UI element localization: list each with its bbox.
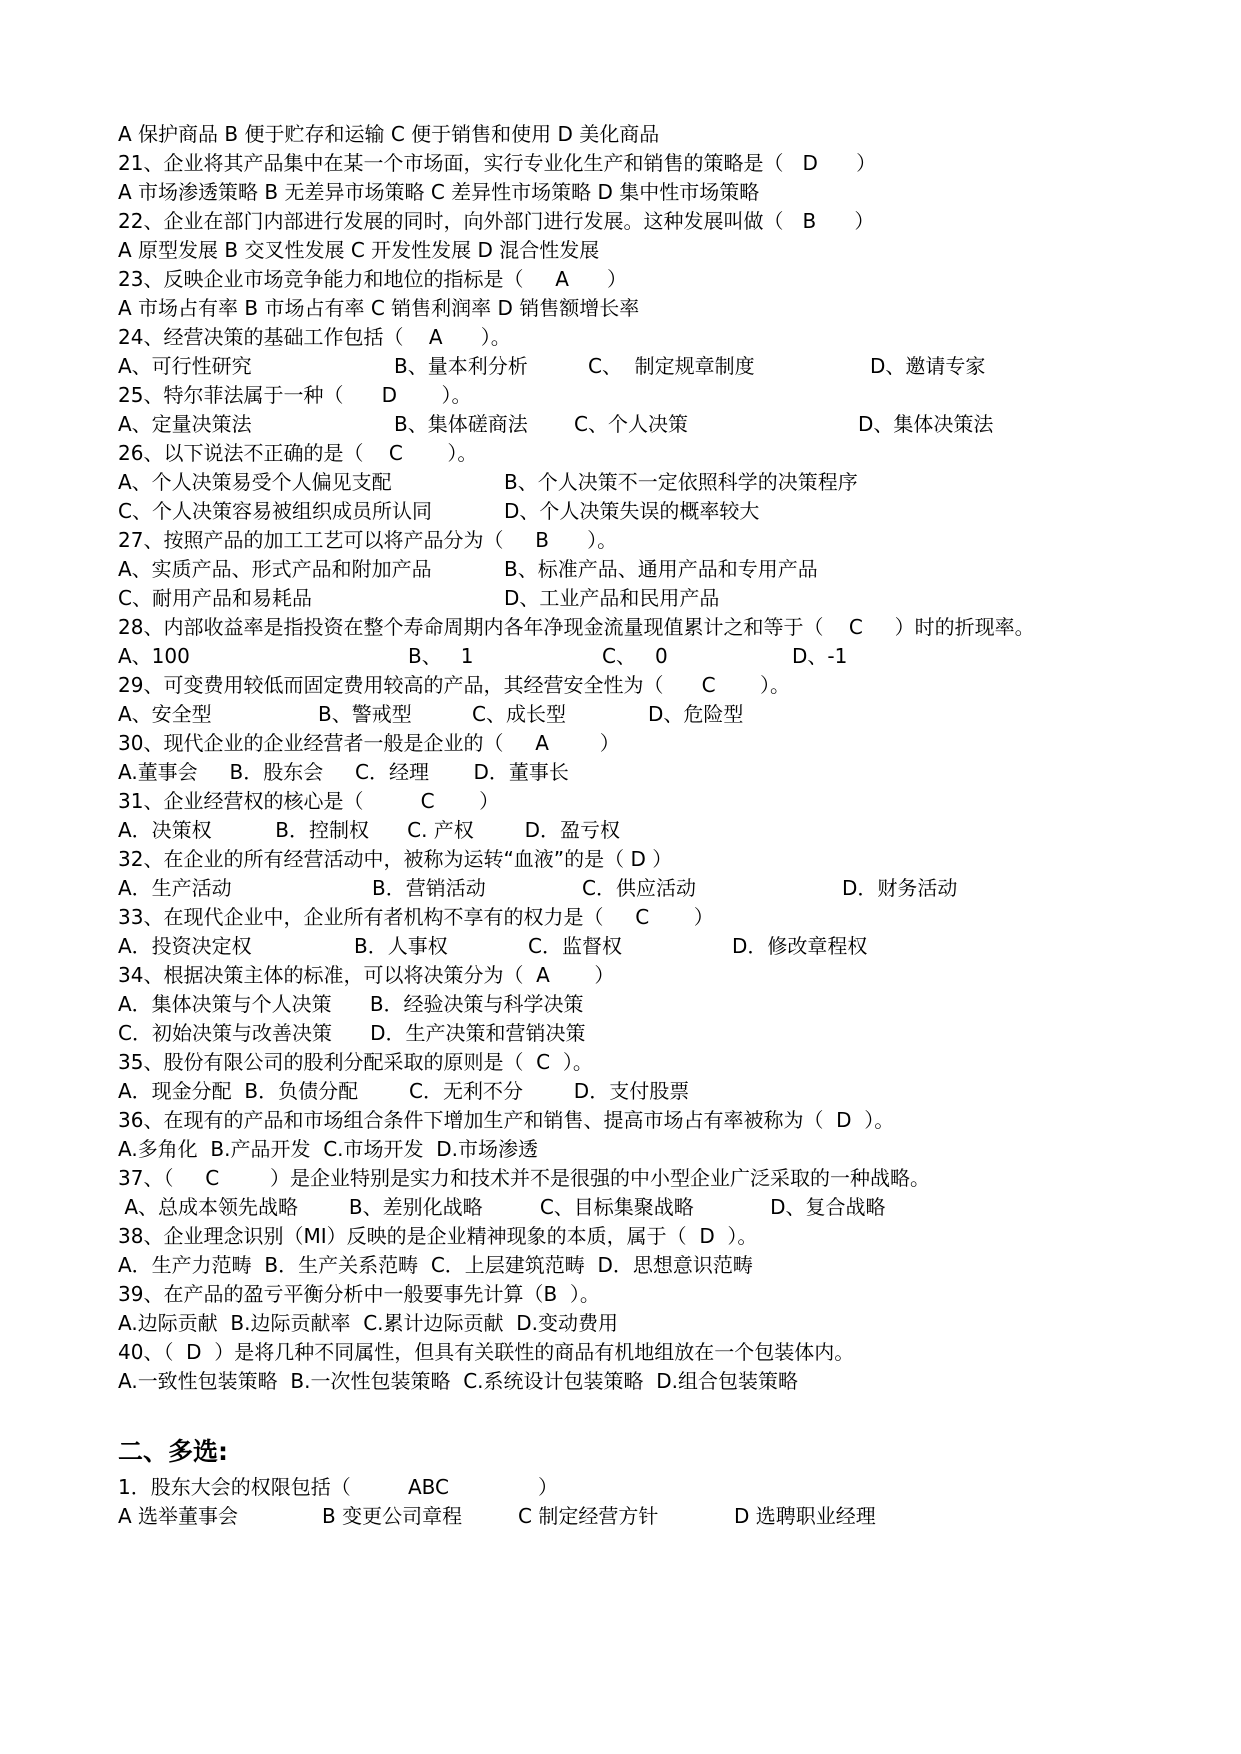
option-d: D、集体决策法 bbox=[858, 412, 994, 436]
option-line: A．集体决策与个人决策 B．经验决策与科学决策 bbox=[118, 992, 584, 1016]
option-line: A.一致性包装策略 B.一次性包装策略 C.系统设计包装策略 D.组合包装策略 bbox=[118, 1369, 798, 1393]
option-c: C、 制定规章制度 bbox=[588, 354, 755, 378]
question-line: 22、企业在部门内部进行发展的同时，向外部门进行发展。这种发展叫做（ B ） bbox=[118, 209, 875, 233]
question-line: 35、股份有限公司的股利分配采取的原则是（ C ）。 bbox=[118, 1050, 593, 1074]
option-a: A、实质产品、形式产品和附加产品 bbox=[118, 557, 432, 581]
option-c: C、个人决策 bbox=[574, 412, 688, 436]
question-line: 30、现代企业的企业经营者一般是企业的（ A ） bbox=[118, 731, 620, 755]
option-b: B、 1 bbox=[408, 644, 474, 668]
option-line: A、总成本领先战略 B、差别化战略 C、目标集聚战略 D、复合战略 bbox=[118, 1195, 886, 1219]
option-d: D、工业产品和民用产品 bbox=[504, 586, 720, 610]
option-b: B 变更公司章程 bbox=[322, 1504, 463, 1528]
option-line: A．现金分配 B．负债分配 C．无利不分 D．支付股票 bbox=[118, 1079, 690, 1103]
option-b: B、个人决策不一定依照科学的决策程序 bbox=[504, 470, 858, 494]
question-line: 33、在现代企业中，企业所有者机构不享有的权力是（ C ） bbox=[118, 905, 714, 929]
option-b: B、量本利分析 bbox=[394, 354, 528, 378]
option-a: A、个人决策易受个人偏见支配 bbox=[118, 470, 392, 494]
question-line: 31、企业经营权的核心是（ C ） bbox=[118, 789, 500, 813]
option-d: D、个人决策失误的概率较大 bbox=[504, 499, 760, 523]
option-line: A 原型发展 B 交叉性发展 C 开发性发展 D 混合性发展 bbox=[118, 238, 600, 262]
question-line: 28、内部收益率是指投资在整个寿命周期内各年净现金流量现值累计之和等于（ C ）时的折现率。 bbox=[118, 615, 1035, 639]
question-line: 21、企业将其产品集中在某一个市场面，实行专业化生产和销售的策略是（ D ） bbox=[118, 151, 877, 175]
option-d: D．修改章程权 bbox=[732, 934, 868, 958]
question-line: 32、在企业的所有经营活动中，被称为运转“血液”的是（ D ） bbox=[118, 847, 673, 871]
option-line: C．初始决策与改善决策 D．生产决策和营销决策 bbox=[118, 1021, 586, 1045]
option-c: C．监督权 bbox=[528, 934, 622, 958]
option-b: B、标准产品、通用产品和专用产品 bbox=[504, 557, 818, 581]
option-a: A、100 bbox=[118, 644, 190, 668]
option-a: A、定量决策法 bbox=[118, 412, 252, 436]
question-line: 37、（ C ）是企业特别是实力和技术并不是很强的中小型企业广泛采取的一种战略。 bbox=[118, 1166, 931, 1190]
option-a: A、安全型 bbox=[118, 702, 212, 726]
option-c: C 制定经营方针 bbox=[518, 1504, 659, 1528]
option-a: A．生产活动 bbox=[118, 876, 232, 900]
question-line: 25、特尔菲法属于一种（ D ）。 bbox=[118, 383, 472, 407]
option-line: A.董事会 B．股东会 C．经理 D．董事长 bbox=[118, 760, 569, 784]
option-c: C、耐用产品和易耗品 bbox=[118, 586, 312, 610]
option-d: D、危险型 bbox=[648, 702, 744, 726]
option-b: B、警戒型 bbox=[318, 702, 412, 726]
question-line: 40、（ D ）是将几种不同属性，但具有关联性的商品有机地组放在一个包装体内。 bbox=[118, 1340, 855, 1364]
option-c: C、成长型 bbox=[472, 702, 566, 726]
option-line: A 市场占有率 B 市场占有率 C 销售利润率 D 销售额增长率 bbox=[118, 296, 640, 320]
option-line: A 市场渗透策略 B 无差异市场策略 C 差异性市场策略 D 集中性市场策略 bbox=[118, 180, 760, 204]
section-title: 二、多选: bbox=[118, 1437, 228, 1466]
option-line: A.边际贡献 B.边际贡献率 C.累计边际贡献 D.变动费用 bbox=[118, 1311, 618, 1335]
option-d: D、邀请专家 bbox=[870, 354, 986, 378]
question-line: 24、经营决策的基础工作包括（ A ）。 bbox=[118, 325, 511, 349]
option-line bbox=[118, 1503, 876, 1659]
option-a: A 选举董事会 bbox=[118, 1504, 239, 1528]
question-line: 1．股东大会的权限包括（ ABC ） bbox=[118, 1475, 558, 1499]
option-d: D．财务活动 bbox=[842, 876, 958, 900]
option-b: B．人事权 bbox=[354, 934, 448, 958]
option-d: D 选聘职业经理 bbox=[734, 1504, 876, 1528]
option-d: D、-1 bbox=[792, 644, 848, 668]
option-c: C．供应活动 bbox=[582, 876, 696, 900]
question-line: 27、按照产品的加工工艺可以将产品分为（ B ）。 bbox=[118, 528, 618, 552]
option-line: A．生产力范畴 B．生产关系范畴 C．上层建筑范畴 D．思想意识范畴 bbox=[118, 1253, 753, 1277]
option-line: A 保护商品 B 便于贮存和运输 C 便于销售和使用 D 美化商品 bbox=[118, 122, 660, 146]
question-line: 36、在现有的产品和市场组合条件下增加生产和销售、提高市场占有率被称为（ D ）。 bbox=[118, 1108, 895, 1132]
option-a: A．投资决定权 bbox=[118, 934, 252, 958]
option-line: A．决策权 B．控制权 C. 产权 D．盈亏权 bbox=[118, 818, 621, 842]
option-a: A、可行性研究 bbox=[118, 354, 252, 378]
option-b: B．营销活动 bbox=[372, 876, 486, 900]
question-line: 39、在产品的盈亏平衡分析中一般要事先计算（B ）。 bbox=[118, 1282, 600, 1306]
option-line: A.多角化 B.产品开发 C.市场开发 D.市场渗透 bbox=[118, 1137, 538, 1161]
question-line: 34、根据决策主体的标准，可以将决策分为（ A ） bbox=[118, 963, 615, 987]
option-b: B、集体磋商法 bbox=[394, 412, 528, 436]
question-line: 26、以下说法不正确的是（ C ）。 bbox=[118, 441, 478, 465]
option-c: C、个人决策容易被组织成员所认同 bbox=[118, 499, 432, 523]
question-line: 29、可变费用较低而固定费用较高的产品，其经营安全性为（ C ）。 bbox=[118, 673, 791, 697]
option-c: C、 0 bbox=[602, 644, 668, 668]
question-line: 23、反映企业市场竞争能力和地位的指标是（ A ） bbox=[118, 267, 628, 291]
question-line: 38、企业理念识别（MI）反映的是企业精神现象的本质，属于（ D ）。 bbox=[118, 1224, 758, 1248]
